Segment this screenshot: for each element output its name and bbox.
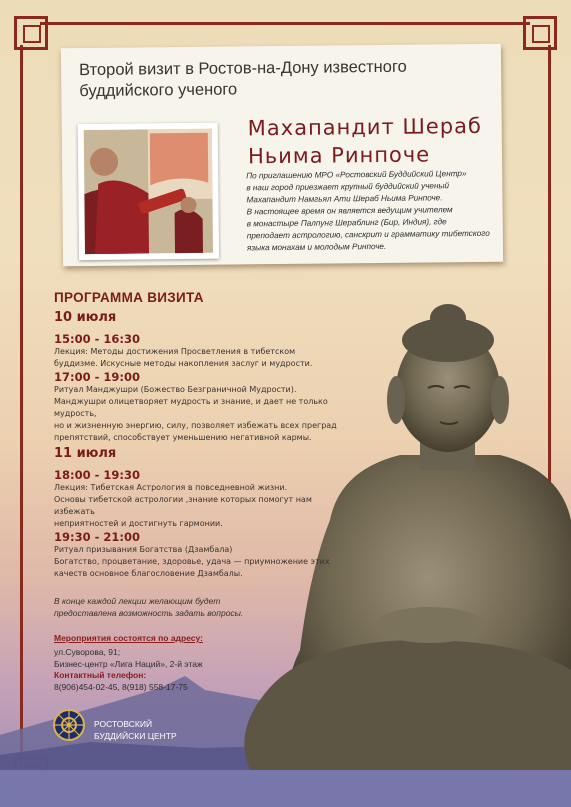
info-card xyxy=(61,44,503,267)
intro-line: Махапандит Намгьял Ати Шераб Ньима Ринпоче. xyxy=(246,193,443,205)
session-time: 17:00 - 19:00 xyxy=(54,370,140,384)
session-line: буддизме. Искусные методы накопления заслуг и мудрости. xyxy=(54,359,313,368)
center-name-line-2: БУДДИЙСКИ ЦЕНТР xyxy=(94,731,177,741)
session-time: 18:00 - 19:30 xyxy=(54,468,140,482)
session-line: Ритуал призывания Богатства (Дзамбала) xyxy=(54,545,233,554)
dharma-wheel-emblem-icon xyxy=(52,708,86,742)
session-line: Лекция: Методы достижения Просветления в тибетском xyxy=(54,347,296,356)
teacher-name-line-2: Ньима Ринпоче xyxy=(247,142,431,169)
session-line: Богатство, процветание, здоровье, удача — приумножение этих xyxy=(54,557,330,566)
program-heading: ПРОГРАММА ВИЗИТА xyxy=(54,290,204,305)
address-line: Бизнес-центр «Лига Наций», 2-й этаж xyxy=(54,659,203,669)
session-description xyxy=(54,482,354,530)
session-description xyxy=(54,544,354,580)
session-line: качеств основное благословение Дзамбалы. xyxy=(54,569,243,578)
intro-line: По приглашению МРО «Ростовский Буддийский Центр» xyxy=(246,169,467,181)
teacher-name-line-1: Махапандит Шераб xyxy=(247,113,483,141)
session-time: 15:00 - 16:30 xyxy=(54,332,140,346)
intro-line: в монастыре Палпунг Шераблинг (Бир, Индия), где xyxy=(246,217,447,229)
teacher-intro xyxy=(246,168,497,255)
intro-line: в наш город приезжает крупный буддийский ученый xyxy=(246,181,450,193)
session-time: 19:30 - 21:00 xyxy=(54,530,140,544)
phone-number: 8(906)454-02-45, 8(918) 558-17-75 xyxy=(54,682,188,692)
address xyxy=(54,646,203,670)
intro-line: языка монахам и молодым Ринпоче. xyxy=(246,241,387,253)
intro-line: В настоящее время он является ведущим учителем xyxy=(246,205,453,217)
day-2-date: 11 июля xyxy=(54,446,117,461)
note-line: В конце каждой лекции желающим будет xyxy=(54,596,221,606)
teacher-name xyxy=(248,112,483,170)
phone-heading: Контактный телефон: xyxy=(54,670,147,680)
session-line: Ритуал Манджушри (Божество Безграничной Мудрости). xyxy=(54,385,297,394)
session-description xyxy=(54,384,354,444)
center-name-line-1: РОСТОВСКИЙ xyxy=(94,719,153,729)
session-line: но и жизненную энергию, силу, позволяет избежать всех преград xyxy=(54,421,337,430)
center-name xyxy=(94,718,177,742)
session-line: Основы тибетской астрологии ,знание которых помогут нам избежать xyxy=(54,495,312,516)
session-line: Лекция: Тибетская Астрология в повседневной жизни. xyxy=(54,483,288,492)
questions-note xyxy=(54,595,304,619)
note-line: предоставлена возможность задать вопросы. xyxy=(54,608,244,618)
session-description xyxy=(54,346,354,370)
program-section xyxy=(54,290,354,305)
session-line: неприятностей и достигнуть гармонии. xyxy=(54,519,223,528)
session-line: Манджушри олицетворяет мудрость и знание, и дает не только мудрость, xyxy=(54,397,328,418)
address-line: ул.Суворова, 91; xyxy=(54,647,121,657)
teacher-photo xyxy=(78,123,219,260)
intro-line: преподает астрологию, санскрит и грамматику тибетского xyxy=(246,228,490,241)
visit-title-line-1: Второй визит в Ростов-на-Дону известного xyxy=(79,57,407,80)
visit-title-line-2: буддийского ученого xyxy=(79,80,238,101)
day-1-date: 10 июля xyxy=(54,310,117,325)
visit-title xyxy=(79,56,499,102)
address-heading: Мероприятия состоятся по адресу: xyxy=(54,633,203,643)
session-line: препятствий, способствует уменьшению негативной кармы. xyxy=(54,433,312,442)
